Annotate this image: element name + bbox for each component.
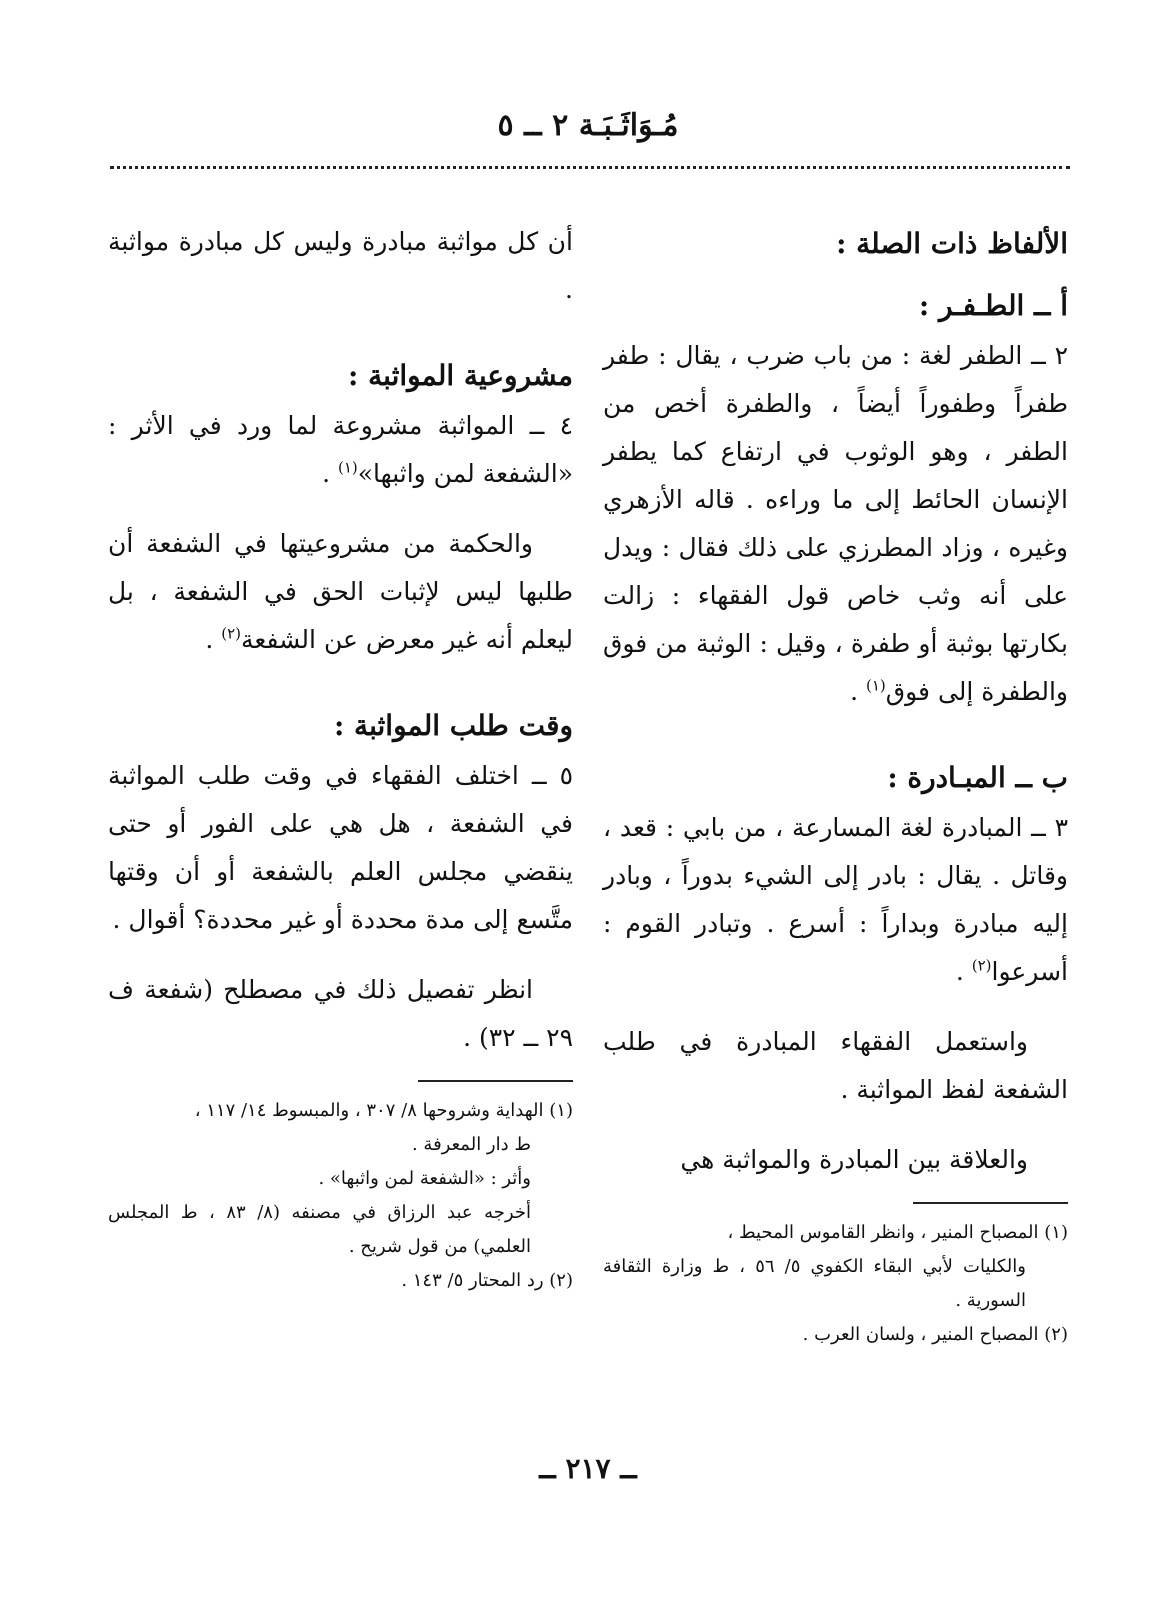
footnote-rule <box>913 1202 1068 1204</box>
footnote-ref: (٢) <box>221 624 242 643</box>
paragraph-usage: واستعمل الفقهاء المبادرة في طلب الشفعة لفظ المواثبة . <box>603 1027 1068 1104</box>
running-header: مُـوَاثَـبَـة ٢ ــ ٥ <box>497 108 679 143</box>
footnote-1: (١) المصباح المنير ، وانظر القاموس المحيط ، <box>727 1222 1068 1243</box>
paragraph-wisdom: والحكمة من مشروعيتها في الشفعة أن طلبها ليس لإثبات الحق في الشفعة ، بل ليعلم أنه غير معرض عن الشفعة$^{(٢)}$ . <box>108 529 573 654</box>
footnote-2: (٢) رد المحتار ٥/ ١٤٣ . <box>401 1270 573 1291</box>
paragraph-3: ٣ ــ المبادرة لغة المسارعة ، من بابي : قعد ، وقاتل . يقال : بادر إلى الشيء بدوراً ، وبادر إليه مبادرة وبداراً : أسرع . وتبادر القوم : أسرعوا$^{(٢)}$ . <box>603 813 1068 986</box>
paragraph-4: ٤ ــ المواثبة مشروعة لما ورد في الأثر : «الشفعة لمن واثبها»$^{(١)}$ . <box>108 411 573 488</box>
paragraph-continuation: أن كل مواثبة مبادرة وليس كل مبادرة مواثبة . <box>108 227 573 304</box>
paragraph-see-also: انظر تفصيل ذلك في مصطلح (شفعة ف ٢٩ ــ ٣٢) . <box>108 975 573 1052</box>
page-number: ــ ٢١٧ ــ <box>539 1452 637 1485</box>
left-column <box>108 218 573 1298</box>
footnote-1-continuation: أخرجه عبد الرزاق في مصنفه (٨/ ٨٣ ، ط المجلس العلمي) من قول شريح . <box>108 1202 531 1257</box>
subheading-tafr: أ ــ الطـفـر : <box>918 289 1068 322</box>
subheading-mubadara: ب ــ المبـادرة : <box>887 761 1068 794</box>
paragraph-2: ٢ ــ الطفر لغة : من باب ضرب ، يقال : طفر طفراً وطفوراً أيضاً ، والطفرة أخص من الطفر ، وهو الوثوب في ارتفاع كما يطفر الإنسان الحائط إلى ما وراءه . قاله الأزهري وغيره ، وزاد المطرزي على ذلك فقال : ويدل على أنه وثب خاص قول الفقهاء : زالت بكارتها بوثبة أو طفرة ، وقيل : الوثبة من فوق والطفرة إلى فوق$^{(١)}$ . <box>603 341 1068 706</box>
paragraph-3-text: ٣ ــ المبادرة لغة المسارعة ، من بابي : قعد ، وقاتل . يقال : بادر إلى الشيء بدوراً ، وبادر إليه مبادرة وبداراً : أسرع . وتبادر القوم : أسرعوا <box>603 813 1068 986</box>
heading-legitimacy: مشروعية المواثبة : <box>348 359 573 392</box>
footnote-1-continuation: ط دار المعرفة . <box>411 1134 531 1155</box>
footnote-rule <box>418 1080 573 1082</box>
paragraph-4-text: ٤ ــ المواثبة مشروعة لما ورد في الأثر : «الشفعة لمن واثبها» <box>108 411 573 488</box>
paragraph-wisdom-text: والحكمة من مشروعيتها في الشفعة أن طلبها ليس لإثبات الحق في الشفعة ، بل ليعلم أنه غير معرض عن الشفعة <box>108 529 573 654</box>
footnote-1-continuation: والكليات لأبي البقاء الكفوي ٥/ ٥٦ ، ط وزارة الثقافة السورية . <box>603 1256 1026 1311</box>
paragraph-relation: والعلاقة بين المبادرة والمواثبة هي <box>680 1145 1028 1174</box>
heading-time: وقت طلب المواثبة : <box>333 709 573 742</box>
footnotes-right <box>603 1216 1068 1352</box>
section-heading-related-terms: الألفاظ ذات الصلة : <box>836 227 1068 260</box>
footnote-1: (١) الهداية وشروحها ٨/ ٣٠٧ ، والمبسوط ١٤/ ١١٧ ، <box>194 1100 573 1121</box>
footnote-2: (٢) المصباح المنير ، ولسان العرب . <box>802 1324 1068 1345</box>
footnote-ref: (٢) <box>971 956 992 975</box>
right-column <box>603 218 1068 1352</box>
footnote-ref: (١) <box>337 458 358 477</box>
footnote-ref: (١) <box>865 676 886 695</box>
paragraph-2-text: ٢ ــ الطفر لغة : من باب ضرب ، يقال : طفر طفراً وطفوراً أيضاً ، والطفرة أخص من الطفر ، وهو الوثوب في ارتفاع كما يطفر الإنسان الحائط إلى ما وراءه . قاله الأزهري وغيره ، وزاد المطرزي على ذلك فقال : ويدل على أنه وثب خاص قول الفقهاء : زالت بكارتها بوثبة أو طفرة ، وقيل : الوثبة من فوق والطفرة إلى فوق <box>603 341 1068 706</box>
footnotes-left <box>108 1094 573 1298</box>
footnote-1-continuation: وأثر : «الشفعة لمن واثبها» . <box>318 1168 531 1189</box>
paragraph-5: ٥ ــ اختلف الفقهاء في وقت طلب المواثبة في الشفعة ، هل هي على الفور أو حتى ينقضي مجلس العلم بالشفعة أو أن وقتها متَّسع إلى مدة محددة أو غير محددة؟ أقوال . <box>108 761 573 934</box>
header-dotted-rule <box>110 166 1070 169</box>
